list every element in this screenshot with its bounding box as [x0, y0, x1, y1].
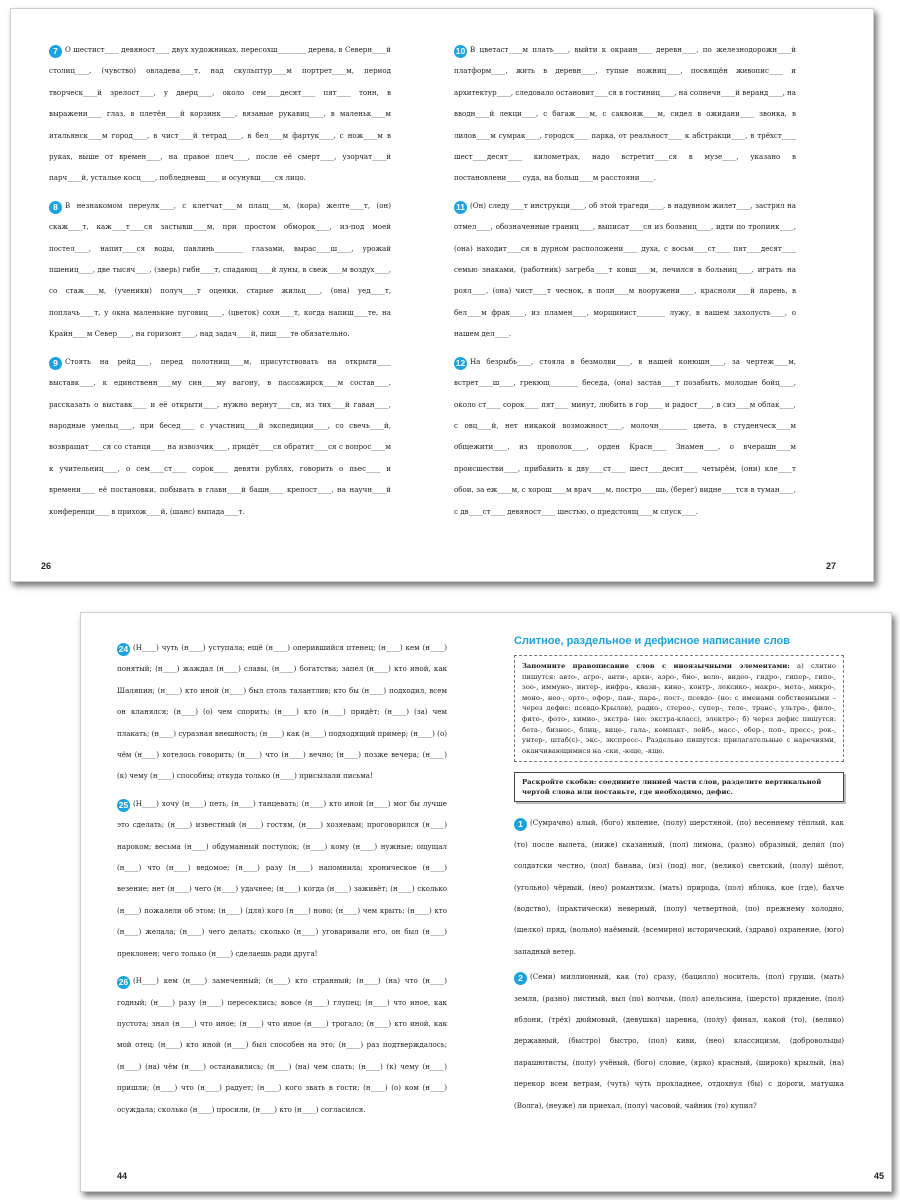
rule-box — [514, 655, 844, 762]
exercise-8 — [49, 195, 391, 345]
exercise-number-badge: 11 — [456, 201, 465, 212]
page-26 — [41, 9, 391, 581]
book-spread-top — [10, 8, 874, 582]
exercise-text: (Он) следу____т инструкци____, об этой трагеди____, в надувном жилет____, застрял на отмел____, обозначенные границ____, выписат____ся из больниц____, идти по тропинк____, (она) находит____ся в дурном расположени____ духа, с восьм____ст____ пят____десят____ семью знаками, (работник) загреба____т ковш____м, лечился в больниц____, играть на роял____, (она) чист____т чеснок, в полн____м вооружени____, красноли____й парень, в бел____м фрак____, из пламен____, морщинист________ лужу, в вашем захолусть____, о нашем дел____. — [454, 200, 796, 339]
exercise-text: В цветаст____м плать____, выйти к окраин____ деревн____, по железнодорожн____й платформ____, жить в деревн____, тупые ножниц____, посвящён живопис____ и архитектур____, следовало остановит____ся в гостиниц____, на солнечн____й веранд____, на вводн____й лекци____, с багаж____м, с саквояж____м, сидел в ожидани____ звонка, в лилов____м сумрак____, городск____ парка, от реальност____ к абстракци____, в трёхст____ шест____десят____ километрах, надо встретит____ся в музе____, указано в постановлени____ суда, на больш____м расстояни____. — [454, 45, 796, 183]
exercise-text: (Сумрачно) алый, (бого) явление, (полу) шерстяной, (по) весеннему тёплый, как (то) после вылета, (ниже) сказанный, (пол) лимона, (разно) образный, делил (по) солдатски честно, (пол) банана, (из) (под) ног, (велико) светский, (полу) шёпот, (угольно) чёрный, (нео) романтизм, (мать) природа, (пол) яблока, кое (где), бахче (водство), (практически) неверный, (полу) четвертной, (по) прежнему холодно, (шелко) пряд, (вольно) наёмный, (всемирно) исторический, (здраво) охранение, (юго) западный ветер. — [514, 818, 844, 956]
exercise-text: (Н____) хочу (н____) петь, (н____) танцевать; (н____) кто иной (н____) мог бы лучше это сделать; (н____) известный (н____) гостям, (н____) хозяевам; проговорился (н____) нароком; весьма (н____) обдуманный поступок; (н____) кому (н____) нужные; ощущал (н____) что (н____) ведомое; (н____) разу (н____) напомнила; хроническое (н____) везение; нет (н____) чего (н____) удачнее; (н____) когда (н____) заживёт; (н____) сколько (н____) пожалели об этом; (н____) (для) кого (н____) ново; (н____) чем крыть; (н____) кто (н____) желала; (н____) чего делать; сколько (н____) уговаривали его, он был (н____) преклонен; чего только (н____) сделаешь ради друга! — [117, 798, 447, 958]
page-number: 26 — [41, 561, 52, 571]
exercise-number-badge: 25 — [118, 799, 129, 810]
exercise-7 — [49, 39, 391, 189]
exercise-number-badge: 9 — [49, 357, 62, 370]
page-number: 44 — [117, 1171, 128, 1181]
exercise-text: На безрыбь____, стояла в безмолви____, в нашей конюшн____, за чертеж____м, встрет____ш____, грекющ________ беседа, (она) застав____т позабыть, молодые бойц____, около ст____ сорок____ пят____ минут, любить в гор____ и радост____, в сиз____м облак____, с овц____й, нет никакой возможност____, молочн________ цвета, в студенческ____м общежити____, из проволок____, орден Красн____ Знамен____, о вчерашн____м происшестви____, прибавить к дву____ст____ шест____десят____ четырём, (они) кле____т обои, за еж____м, с хорош____м врач____м, постро____шь, (берег) видне____тся в туман____, с дв____ст____ девяност____ шестью, о предстоящ____м спуск____. — [454, 356, 796, 516]
exercise-number-badge: 2 — [514, 972, 527, 985]
exercise-text: (Семи) миллионный, как (то) сразу, (бацилло) носитель, (пол) груши, (мать) земля, (разно) листный, выл (по) волчьи, (пол) апельсина, (шерсто) прядение, (пол) яблони, (трёх) дюймовый, (девушка) царевна, (полу) финал, какой (то), (велико) державный, (быстро) быстро, (пол) киви, (нео) классицизм, (добровольцы) парашютисты, (полу) учёный, (бого) словие, (ярко) красный, (широко) крылый, (на) перекор всем ветрам, (чуть) чуть прохладнее, отдохнул (бы) с дороги, матушка (Волга), (неуже) ли приехал, (полу) часовой, чайник (то) купил? — [514, 972, 844, 1110]
exercise-9 — [49, 351, 391, 522]
exercise-text: (Н____) кем (н____) замеченный; (н____) кто странный; (н____) (на) что (н____) годный; (н____) разу (н____) пересеклись; вовсе (н____) глупец; (н____) что иное, как пустота; знал (н____) что иное; (н____) что иное (н____) трогало; (н____) кто иной, как мой отец; (н____) кто иной (н____) был способен на это; (н____) раз подтверждалось; (н____) (на) чём (н____) останавились; (н____) (на) чем спать; (н____) (к) чему (н____) пришли; (н____) что (н____) радует; (н____) кого звать в гости; (н____) (о) ком (н____) осуждала; сколько (н____) просили, (н____) кто (н____) согласился. — [117, 976, 447, 1114]
exercise-text: В незнакомом переулк____, с клетчат____м плащ____м, (кора) желте____т, (он) скаж____т, каж____т____ся застывш____м, при простом обморок____, из-под моей постел____, напит____ся воды, павлинь________ глазами, вырас____ш____, урожай пшениц____, две тысяч____, (зверь) гибн____т, спадающ____й луны, в свеж____м воздух____, со стаж____м, (ученики) получ____т оценки, старые жильц____, (она) уед____т, поплачь____т, у окна маленькие пуговиц____, (цветок) сохн____т, когда напиш____те, на Крайн____м Север____, на горизонт____, над задач____й, пиш____те обязательно. — [49, 200, 391, 339]
exercise-number-badge: 7 — [49, 45, 62, 58]
exercise-11 — [454, 195, 796, 345]
exercise-26 — [117, 970, 447, 1120]
exercise-text: Стоять на рейд____, перед полотнищ____м, присутствовать на открыти____ выставк____, к единственн____му син____му вагону, в пассажирск____м состав____, рассказать о выставк____ и её открыти____, нужно вернут____ся, из тих____й гаван____, народные умельц____, при бесед____ с участниц____й экспедиции____, со свечь____й, возвращат____ся со станци____ на извозчик____, придёт____ся обратит____ся с вопрос____м к учительниц____, о сем____ст____ сорок____ девяти рублях, говорить о пьес____ и времени____ её постановки, побывать в главн____й башн____ крепост____, на научн____й конференци____ в прихож____й, (шанс) выпада____т. — [49, 356, 391, 516]
task-instruction-box: Раскройте скобки: соедините линией части слов, разделите вертикальной чертой слова или поставьте, где необходимо, дефис. — [514, 772, 844, 802]
rule-text: а) слитно пишутся: авто-, агро-, анти-, архи-, аэро-, био-, вело-, видео-, гидро-, гипер-, гипо-, зоо-, иммуно-, интер-, инфра-, квази-, кино-, контр-, лексико-, макро-, мета-, микро-, моно-, нео-, орто-, офор-, пан-, пара-, пост-, псевдо- (но: с именами собственными – через дефис: псевдо-Крылов), радио-, стерео-, супер-, теле-, транс-, ультра-, фило-, фито-, фото-, химио-, экстра- (но: экстра-класс), электро-; б) через дефис пишутся: бета-, бизнес-, блиц-, вице-, гала-, компакт-, лейб-, масс-, обер-, поп-, пресс-, рок-, унтер-, штаб(с)-, экс-, экспресс-. Раздельно пишутся: прилагательные с наречиями, оканчивающимися на -ски, -юще, -яще. — [522, 662, 836, 755]
exercise-2 — [514, 966, 844, 1116]
page-number: 27 — [825, 561, 836, 571]
book-spread-bottom — [80, 612, 892, 1192]
exercise-1 — [514, 812, 844, 962]
section-title: Слитное, раздельное и дефисное написание слов — [514, 635, 791, 647]
exercise-10 — [454, 39, 796, 189]
exercise-number-badge: 1 — [514, 818, 527, 831]
exercise-number-badge: 26 — [118, 977, 129, 988]
page-number: 45 — [873, 1171, 884, 1181]
exercise-text: (Н____) чуть (н____) уступала; ещё (н____) оперившийся птенец; (н____) кем (н____) понятый; (н____) жаждал (н____) славы, (н____) богатства; запел (н____) кто иной, как Шаляпин; (н____) кто иной (н____) был столь талантлив; кто бы (н____) подходил, всем он кланялся; (н____) (о) чем спорить; (н____) кто (н____) придёт; (н____) (за) чем плакать; (н____) суразная внешность; (н____) как (н____) подходящий пример; (н____) (о) чём (н____) хотелось говорить; (н____) что (н____) вечно; (н____) позже вечера; (н____) (к) чему (н____) способны; откуда только (н____) присылали письма! — [117, 643, 447, 781]
exercise-number-badge: 10 — [455, 46, 466, 56]
exercise-12 — [454, 351, 796, 522]
exercise-text: О шестист____ девяност____ двух художниках, пересохш________ дерева, в Северн____й столиц____, (чувство) овладева____т, над скульптур____м портрет____м, период творческ____й зрелост____, у дверц____, около сем____десят____ пят____ тонн, в выражени____ глаз, в плетён____й корзинк____, вязаные рукавиц____, в маленьк____м итальянск____м город____, в чист____й тетрад____, в бел____м фартук____, с нож____м в руках, выше от времен____, на правое плеч____, после её смерт____, узорчат____й парч____й, усталые косц____, побледневш____ и осунувш____ся лицо. — [49, 45, 391, 183]
exercise-25 — [117, 793, 447, 964]
page-45 — [514, 613, 884, 1191]
exercise-24 — [117, 637, 447, 787]
exercise-number-badge: 8 — [49, 201, 62, 214]
exercise-number-badge: 24 — [118, 644, 129, 654]
page-44 — [117, 613, 447, 1191]
rule-heading: Запомните правописание слов с иноязычными элементами: — [522, 662, 790, 670]
page-27 — [454, 9, 836, 581]
exercise-number-badge: 12 — [455, 357, 466, 368]
